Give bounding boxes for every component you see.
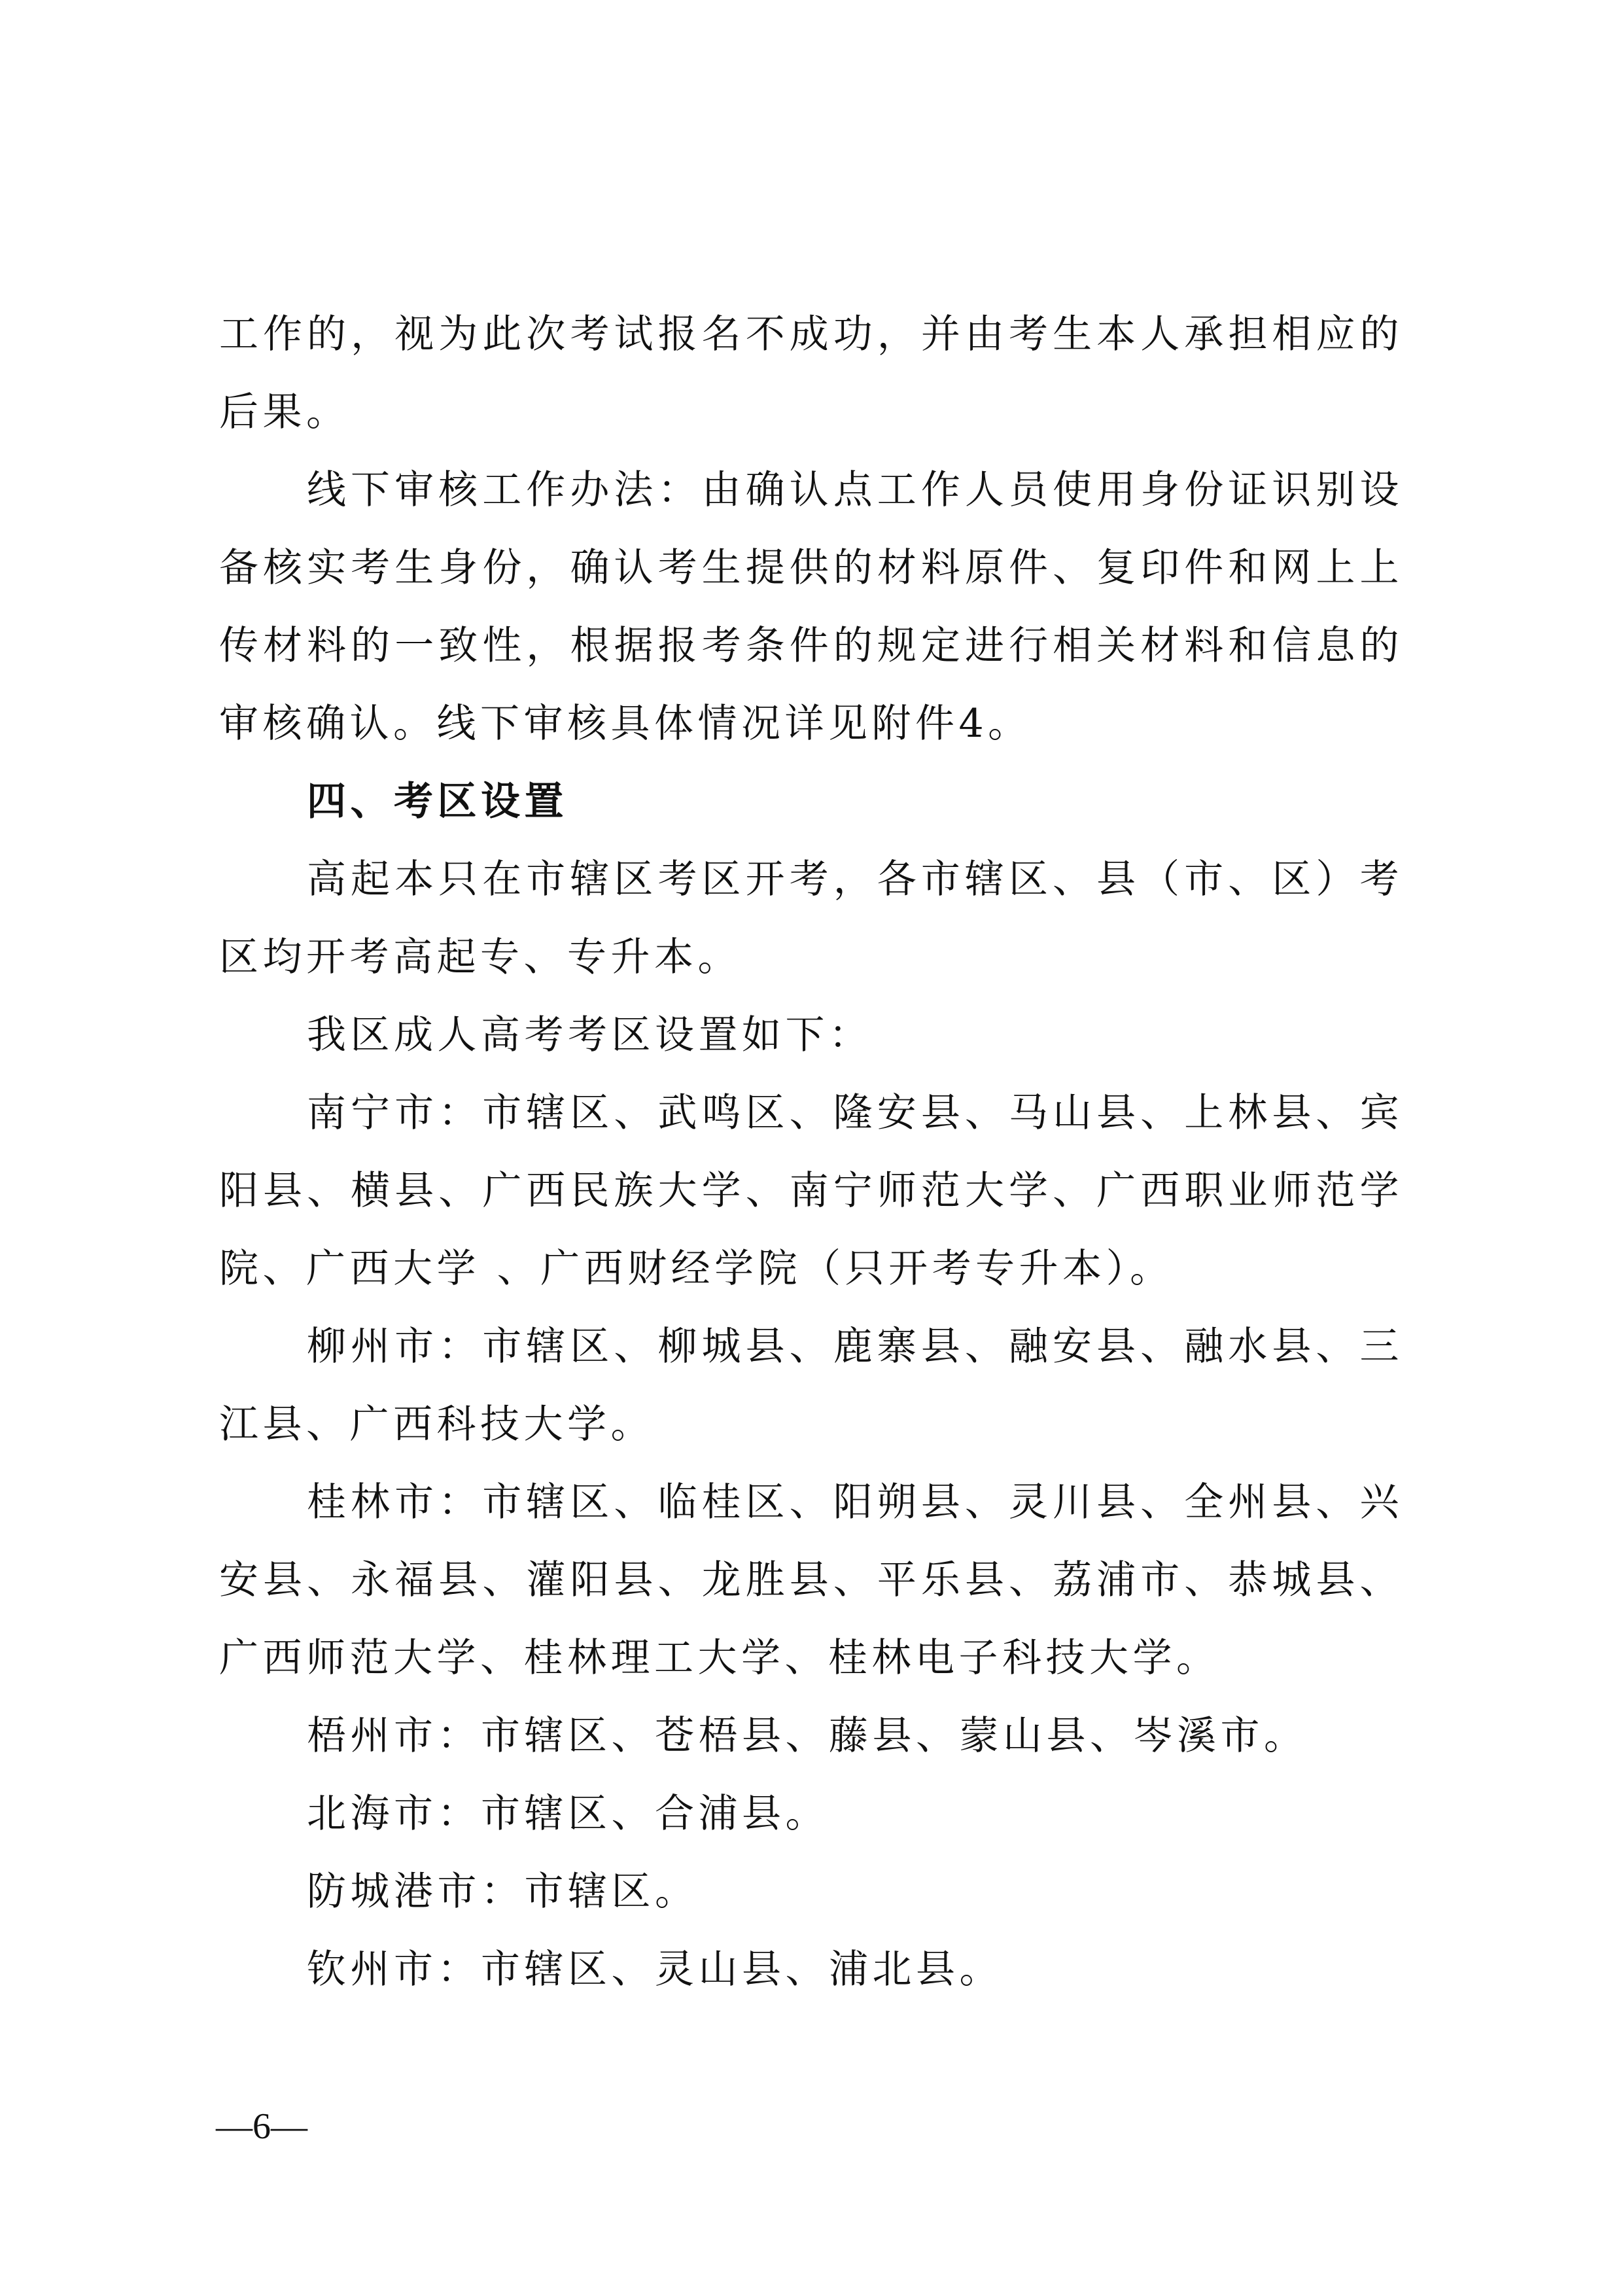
paragraph-exam-levels: 高起本只在市辖区考区开考，各市辖区、县（市、区）考区均开考高起专、专升本。 (219, 857, 1403, 980)
paragraph-liuzhou: 柳州市：市辖区、柳城县、鹿寨县、融安县、融水县、三江县、广西科技大学。 (219, 1324, 1403, 1447)
page-number: —6— (216, 2106, 307, 2147)
paragraph-wuzhou: 梧州市：市辖区、苍梧县、藤县、蒙山县、岑溪市。 (307, 1713, 1308, 1759)
paragraph-fangchenggang: 防城港市：市辖区。 (307, 1869, 699, 1915)
paragraph-offline-review: 线下审核工作办法：由确认点工作人员使用身份证识别设备核实考生身份，确认考生提供的材料原件、复印件和网上上传材料的一致性，根据报考条件的规定进行相关材料和信息的审核确认。线下审核具体情况详见附件4。 (219, 467, 1403, 747)
paragraph-beihai: 北海市：市辖区、合浦县。 (307, 1791, 829, 1837)
paragraph-exam-areas-intro: 我区成人高考考区设置如下： (307, 1012, 873, 1058)
paragraph-qinzhou: 钦州市：市辖区、灵山县、浦北县。 (307, 1947, 1003, 1992)
paragraph-guilin: 桂林市：市辖区、临桂区、阳朔县、灵川县、全州县、兴安县、永福县、灌阳县、龙胜县、平乐县、荔浦市、恭城县、广西师范大学、桂林理工大学、桂林电子科技大学。 (219, 1479, 1403, 1681)
paragraph-nanning: 南宁市：市辖区、武鸣区、隆安县、马山县、上林县、宾阳县、横县、广西民族大学、南宁师范大学、广西职业师范学院、广西大学 、广西财经学院（只开考专升本）。 (219, 1090, 1403, 1292)
paragraph-continuation: 工作的，视为此次考试报名不成功，并由考生本人承担相应的后果。 (219, 311, 1403, 435)
section-heading-exam-areas: 四、考区设置 (307, 779, 568, 824)
document-body (219, 296, 1403, 2009)
